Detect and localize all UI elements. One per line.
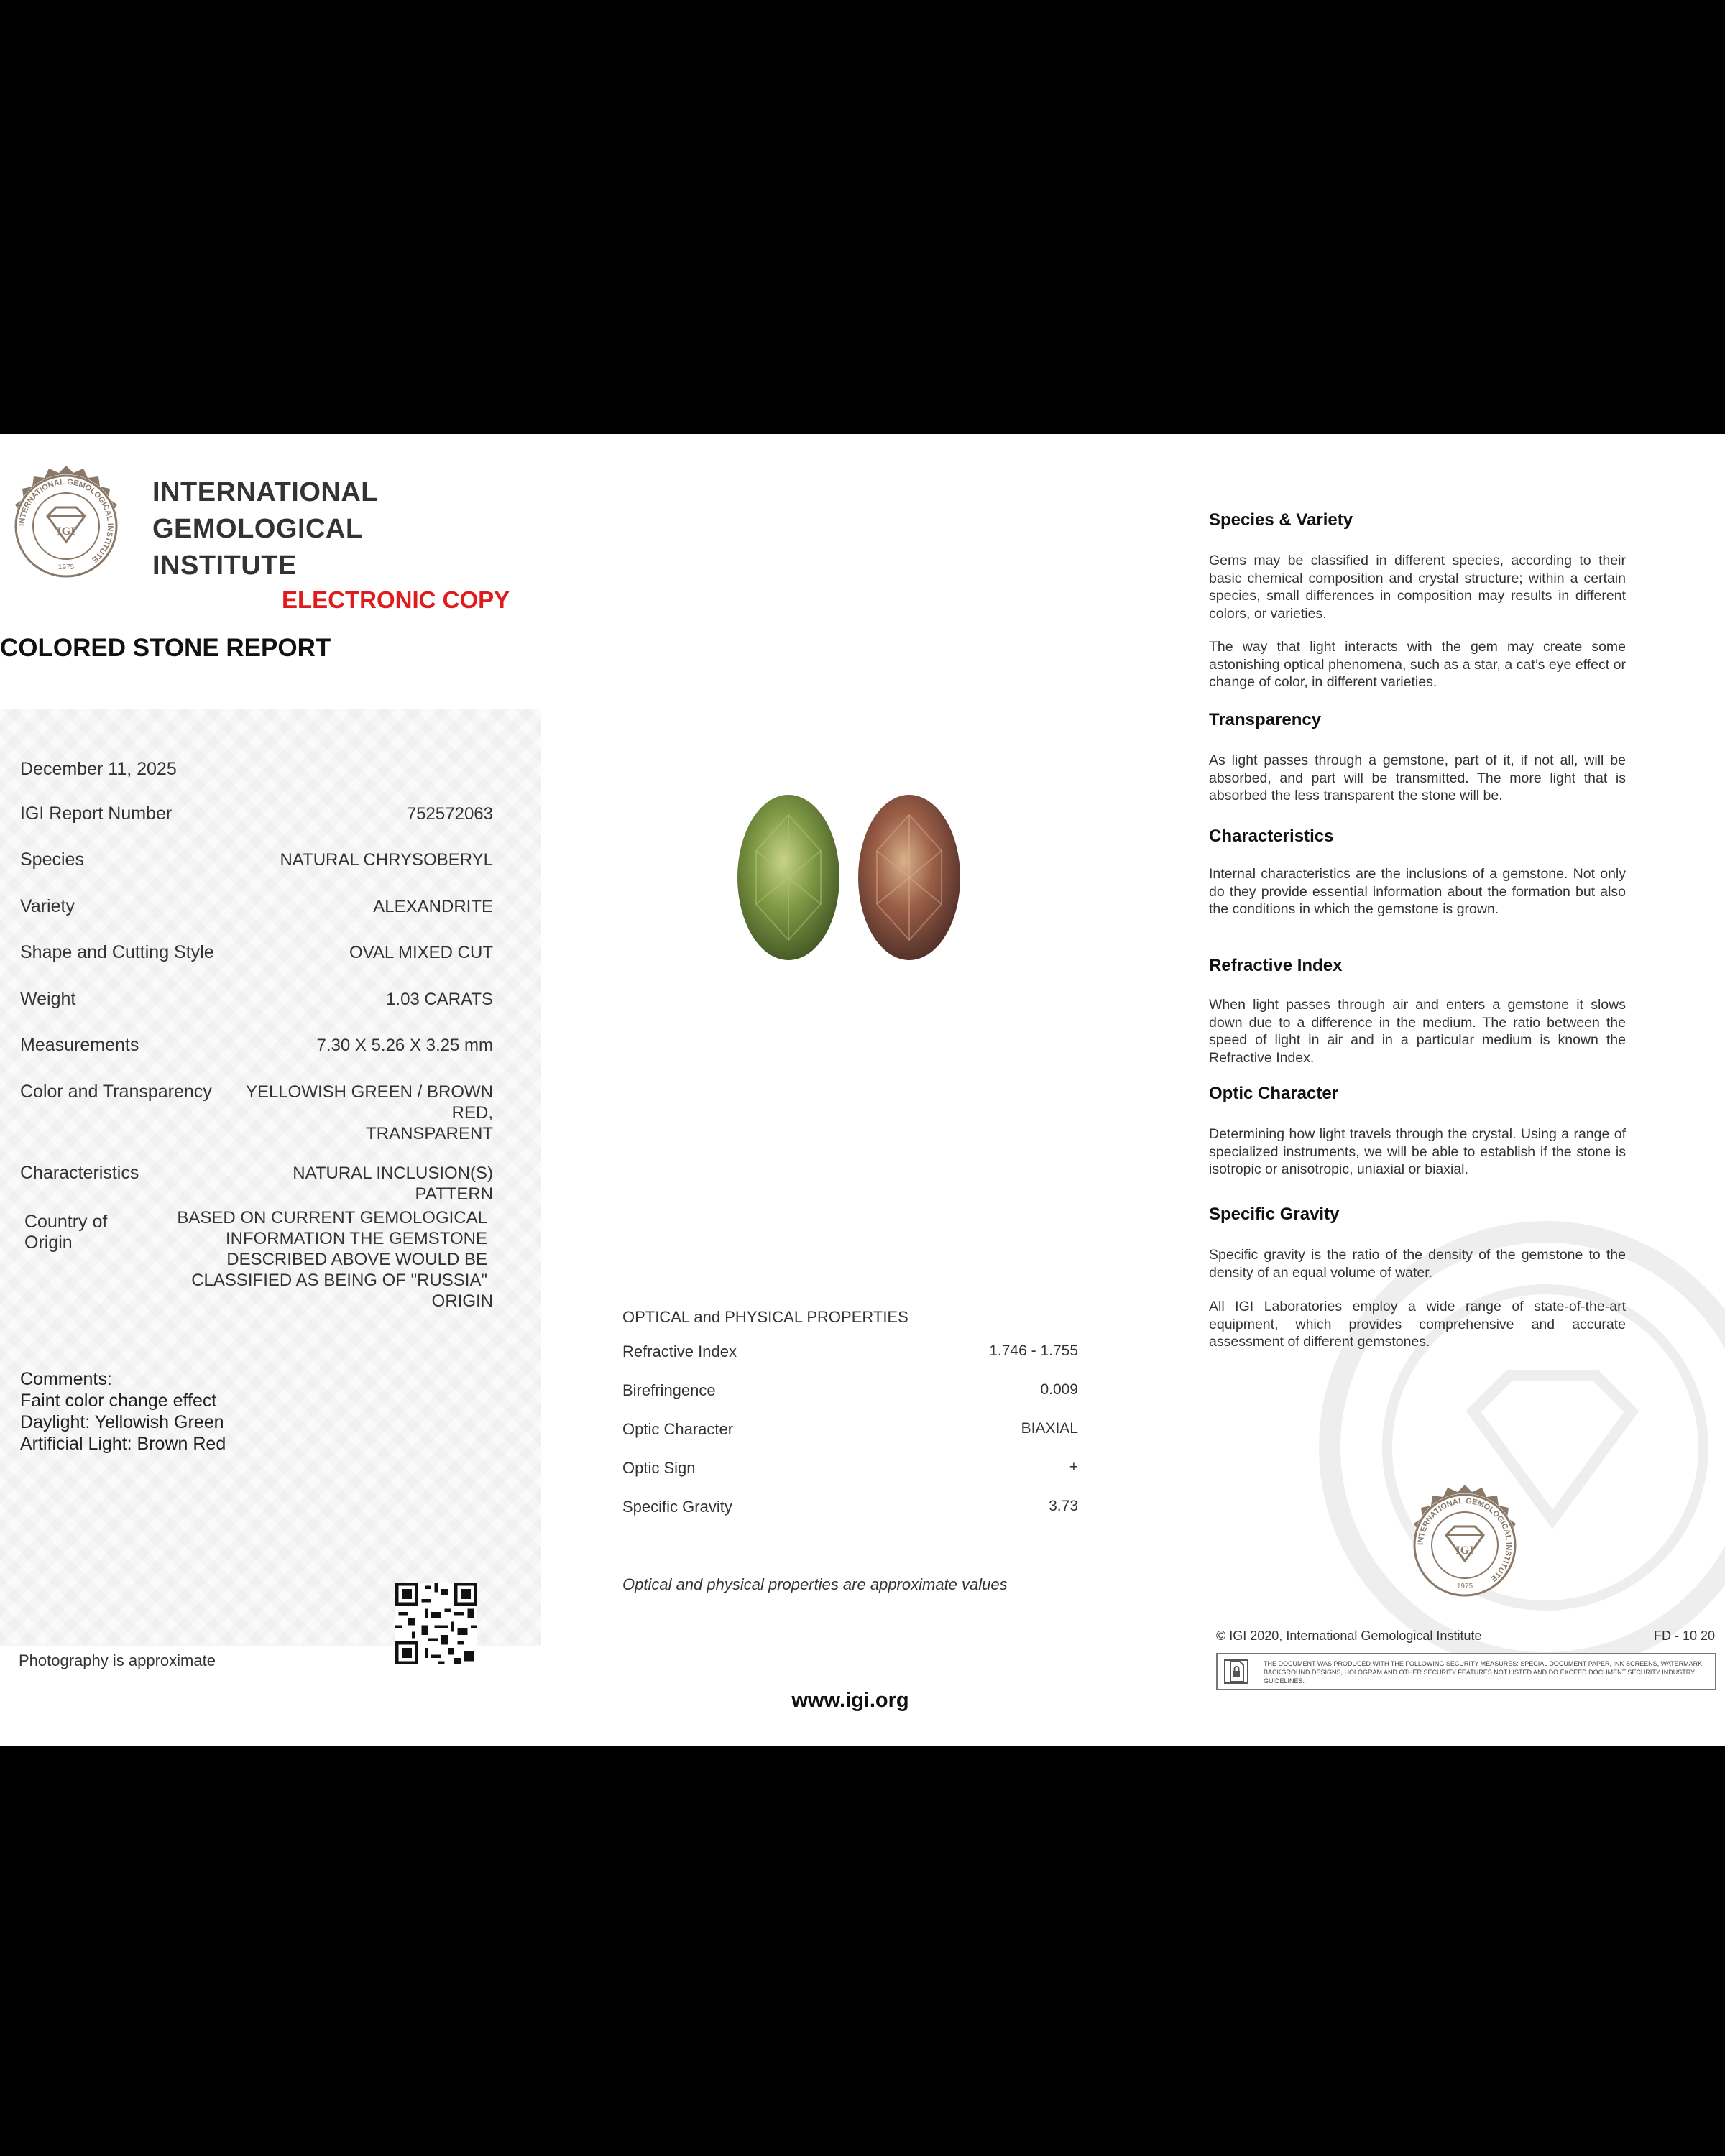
value-line: PATTERN [415,1184,493,1204]
specific-gravity-value: 3.73 [1049,1498,1078,1514]
optical-label: Optic Sign [622,1459,696,1477]
report-date: December 11, 2025 [20,759,177,779]
optic-sign-value: + [1069,1459,1078,1475]
section-paragraph: Internal characteristics are the inclusions of a gemstone. Not only do they provide essential information about the formation but also the conditions in which the gemstone is grown. [1209,866,1626,917]
variety-value: ALEXANDRITE [373,897,493,916]
optical-label: Birefringence [622,1381,716,1399]
optical-properties-title: OPTICAL and PHYSICAL PROPERTIES [622,1308,908,1326]
institute-name-line3: INSTITUTE [152,550,297,581]
report-number-value: 752572063 [406,804,493,824]
gem-photo-artificial-light [857,793,962,962]
value-line: RED, [451,1103,493,1123]
species-value: NATURAL CHRYSOBERYL [280,850,493,870]
section-title: Transparency [1209,710,1322,729]
seal-mark: IGI [1455,1544,1474,1557]
section-title: Specific Gravity [1209,1204,1340,1224]
field-label: Color and Transparency [20,1082,212,1102]
photography-note: Photography is approximate [19,1651,216,1669]
characteristics-value [293,1163,493,1204]
optical-label: Refractive Index [622,1342,737,1360]
label-line: Origin [24,1233,73,1253]
section-paragraph: All IGI Laboratories employ a wide range of state-of-the-art equipment, which provides comprehensive and accurate assessment of different gemstones. [1209,1299,1626,1350]
seal-ring-text: INTERNATIONAL GEMOLOGICAL INSTITUTE [17,477,115,564]
field-label: IGI Report Number [20,803,172,824]
section-paragraph: Gems may be classified in different species, according to their basic chemical composition and crystal structure; within a certain species, small differences in composition may results in different colors, or varieties. [1209,553,1626,622]
section-title: Characteristics [1209,826,1334,846]
report-details-panel [0,709,540,1646]
seal-year: 1975 [1456,1583,1473,1590]
value-line: DESCRIBED ABOVE WOULD BE [226,1250,487,1269]
value-line: CLASSIFIED AS BEING OF "RUSSIA" [191,1271,487,1290]
document-lock-icon [1223,1659,1249,1685]
measurements-value: 7.30 X 5.26 X 3.25 mm [316,1036,493,1055]
field-label: Shape and Cutting Style [20,942,214,962]
form-code: FD - 10 20 [1653,1628,1715,1643]
qr-code[interactable] [395,1583,477,1664]
seal-mark: IGI [57,525,75,538]
section-paragraph: Specific gravity is the ratio of the density of the gemstone to the density of an equal volume of water. [1209,1247,1626,1281]
section-title: Refractive Index [1209,956,1343,975]
field-label: Variety [20,896,75,916]
comment-line: Daylight: Yellowish Green [20,1412,224,1432]
optical-label: Specific Gravity [622,1498,732,1516]
value-line: ORIGIN [431,1291,493,1311]
weight-value: 1.03 CARATS [386,990,493,1009]
website-link[interactable]: www.igi.org [791,1689,909,1712]
comment-line: Artificial Light: Brown Red [20,1434,226,1454]
label-line: Country of [24,1212,108,1232]
birefringence-value: 0.009 [1040,1381,1078,1398]
section-paragraph: The way that light interacts with the gem may create some astonishing optical phenomena, such as a star, a cat’s eye effect or change of color, in different varieties. [1209,639,1626,690]
field-label: Species [20,849,84,870]
value-line: BASED ON CURRENT GEMOLOGICAL [177,1208,487,1227]
value-line: INFORMATION THE GEMSTONE [225,1229,487,1248]
section-paragraph: As light passes through a gemstone, part of it, if not all, will be absorbed, and part will be transmitted. The more light that is absorbed the less transparent the stone will be. [1209,752,1626,803]
institute-name-line2: GEMOLOGICAL [152,514,363,544]
copyright-text: © IGI 2020, International Gemological Institute [1216,1628,1482,1643]
section-paragraph: Determining how light travels through the crystal. Using a range of specialized instruments, we will be able to establish if the stone is isotropic or anisotropic, uniaxial or biaxial. [1209,1126,1626,1177]
color-value [246,1082,493,1144]
igi-seal-logo [4,464,128,588]
comments-block [20,1368,226,1455]
optical-label: Optic Character [622,1420,734,1438]
section-title: Optic Character [1209,1084,1339,1103]
report-title: COLORED STONE REPORT [0,634,331,662]
comment-line: Faint color change effect [20,1391,217,1411]
origin-label [24,1212,107,1253]
institute-name-line1: INTERNATIONAL [152,477,378,507]
report-document [0,434,1725,1746]
optical-note: Optical and physical properties are approximate values [622,1575,1008,1593]
refractive-index-value: 1.746 - 1.755 [989,1342,1078,1359]
electronic-copy-label: ELECTRONIC COPY [282,586,510,613]
seal-year: 1975 [58,563,75,571]
value-line: TRANSPARENT [366,1124,493,1143]
comments-heading: Comments: [20,1369,112,1389]
optic-character-value: BIAXIAL [1021,1420,1078,1437]
field-label: Weight [20,989,76,1009]
gem-photo-daylight [736,793,841,962]
value-line: NATURAL INCLUSION(S) [293,1164,493,1183]
institute-name [152,474,378,584]
origin-value [177,1207,493,1312]
security-notice-text: THE DOCUMENT WAS PRODUCED WITH THE FOLLOWING SECURITY MEASURES: SPECIAL DOCUMENT PAPER, INK SCREENS, WATERMARK BACKGROUND DESIGNS, HOLOGRAM AND OTHER SECURITY FEATURES NOT LISTED AND DO EXCEED DOCUMENT SECURITY INDUSTRY GUIDELINES. [1264,1660,1703,1685]
shape-value: OVAL MIXED CUT [349,943,493,962]
field-label: Characteristics [20,1163,139,1183]
field-label: Measurements [20,1035,139,1055]
security-notice [1216,1653,1716,1690]
section-title: Species & Variety [1209,510,1353,530]
igi-seal-logo-footer [1403,1483,1527,1607]
section-paragraph: When light passes through air and enters a gemstone it slows down due to a difference in the medium. The ratio between the speed of light in air and in a particular medium is known the Refractive Index. [1209,997,1626,1066]
seal-ring-text: INTERNATIONAL GEMOLOGICAL INSTITUTE [1416,1496,1514,1583]
value-line: YELLOWISH GREEN / BROWN [245,1082,493,1102]
